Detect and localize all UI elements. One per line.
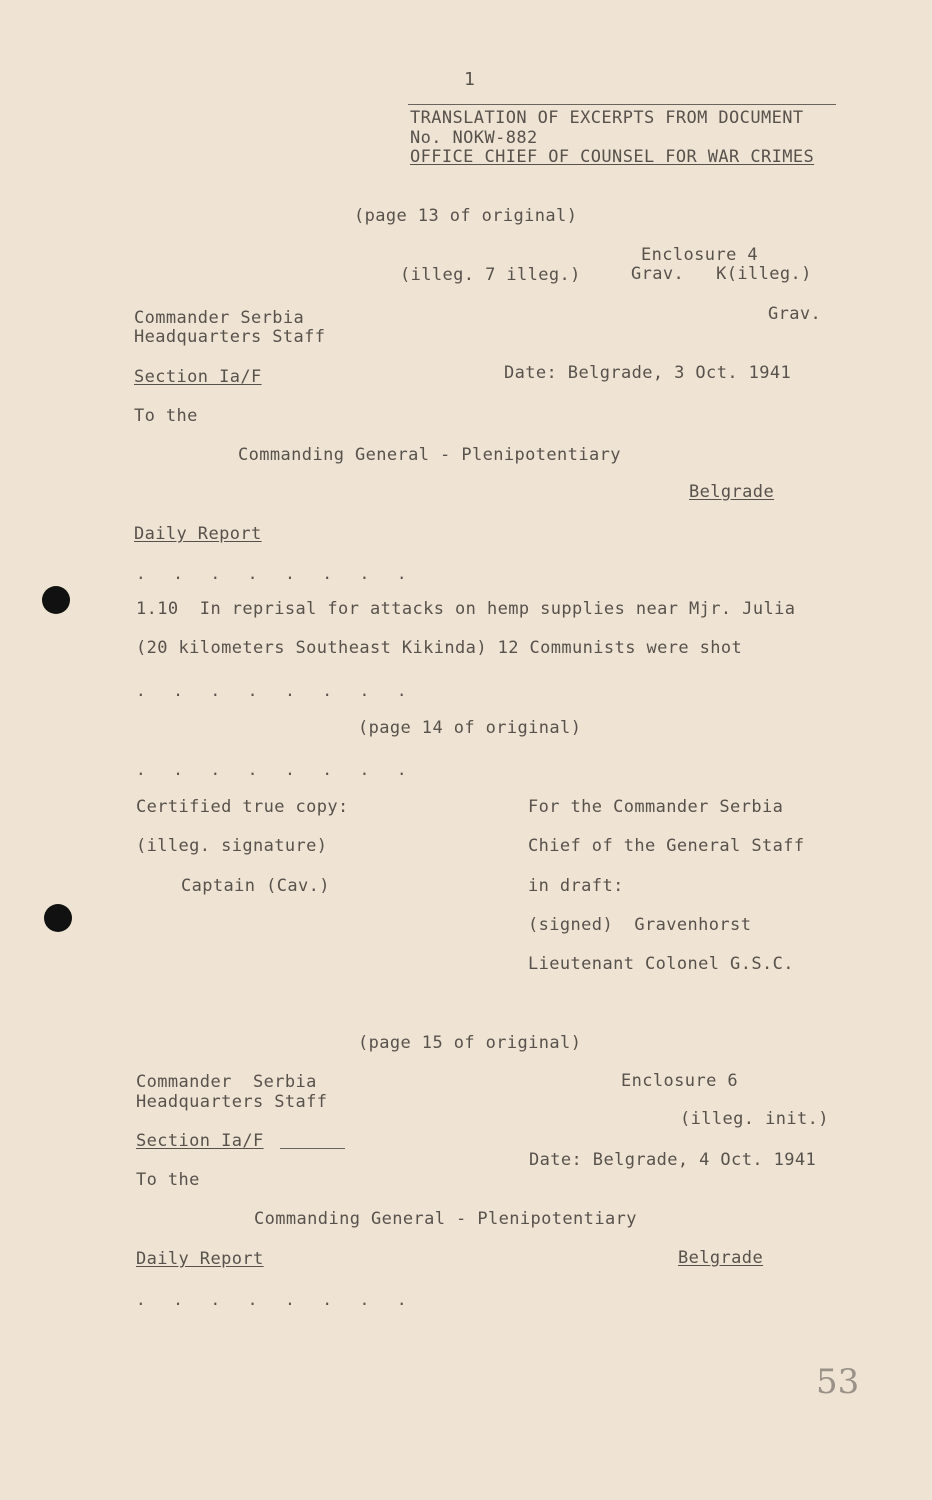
ellipsis-row-4: . . . . . . . . <box>136 1290 416 1309</box>
handwritten-page-mark: 53 <box>816 1362 860 1402</box>
illeg-reference: (illeg. 7 illeg.) <box>400 265 581 285</box>
grav-initial: Grav. <box>768 304 822 324</box>
certified-true-copy: Certified true copy: <box>136 797 349 817</box>
daily-report-title-2: Daily Report <box>136 1249 264 1269</box>
lieutenant-colonel: Lieutenant Colonel G.S.C. <box>528 954 794 974</box>
in-draft: in draft: <box>528 876 624 896</box>
ellipsis-row-3: . . . . . . . . <box>136 760 416 779</box>
chief-general-staff: Chief of the General Staff <box>528 836 805 856</box>
header-line-1: TRANSLATION OF EXCERPTS FROM DOCUMENT <box>410 108 804 128</box>
from-commander-serbia-2: Commander Serbia <box>136 1072 317 1092</box>
page-ref-13: (page 13 of original) <box>354 206 578 226</box>
daily-report-title: Daily Report <box>134 524 262 544</box>
report-body-line-2: (20 kilometers Southeast Kikinda) 12 Communists were shot <box>136 638 743 658</box>
from-headquarters-staff-2: Headquarters Staff <box>136 1092 328 1112</box>
punch-hole-bottom <box>44 904 72 932</box>
from-commander-serbia: Commander Serbia <box>134 308 305 328</box>
enclosure-6: Enclosure 6 <box>621 1071 738 1091</box>
illeg-signature: (illeg. signature) <box>136 836 328 856</box>
punch-hole-top <box>42 586 70 614</box>
header-line-2: No. NOKW-882 <box>410 128 538 148</box>
header-rule <box>408 104 836 105</box>
page-ref-15: (page 15 of original) <box>358 1033 582 1053</box>
from-headquarters-staff: Headquarters Staff <box>134 327 326 347</box>
for-the-commander: For the Commander Serbia <box>528 797 784 817</box>
ellipsis-row-2: . . . . . . . . <box>136 681 416 700</box>
section-ia-f: Section Ia/F <box>134 367 262 387</box>
to-the-2: To the <box>136 1170 200 1190</box>
place-belgrade: Belgrade <box>689 482 775 502</box>
enclosure-4: Enclosure 4 <box>641 245 758 265</box>
section-ia-f-2: Section Ia/F <box>136 1131 264 1151</box>
date-belgrade-4-oct: Date: Belgrade, 4 Oct. 1941 <box>529 1150 817 1170</box>
report-body-line-1: 1.10 In reprisal for attacks on hemp supplies near Mjr. Julia <box>136 599 796 619</box>
header-line-3: OFFICE CHIEF OF COUNSEL FOR WAR CRIMES <box>410 147 815 167</box>
signed-gravenhorst: (signed) Gravenhorst <box>528 915 752 935</box>
captain-cav: Captain (Cav.) <box>181 876 330 896</box>
date-belgrade-3-oct: Date: Belgrade, 3 Oct. 1941 <box>504 363 792 383</box>
page-ref-14: (page 14 of original) <box>358 718 582 738</box>
ellipsis-row-1: . . . . . . . . <box>136 564 416 583</box>
grav-k-illeg: Grav. K(illeg.) <box>631 264 812 284</box>
recipient: Commanding General - Plenipotentiary <box>238 445 621 465</box>
place-belgrade-2: Belgrade <box>678 1248 764 1268</box>
section-underline-extension <box>280 1148 345 1149</box>
recipient-2: Commanding General - Plenipotentiary <box>254 1209 637 1229</box>
illeg-init: (illeg. init.) <box>680 1109 829 1129</box>
to-the: To the <box>134 406 198 426</box>
page-number: 1 <box>464 69 476 90</box>
